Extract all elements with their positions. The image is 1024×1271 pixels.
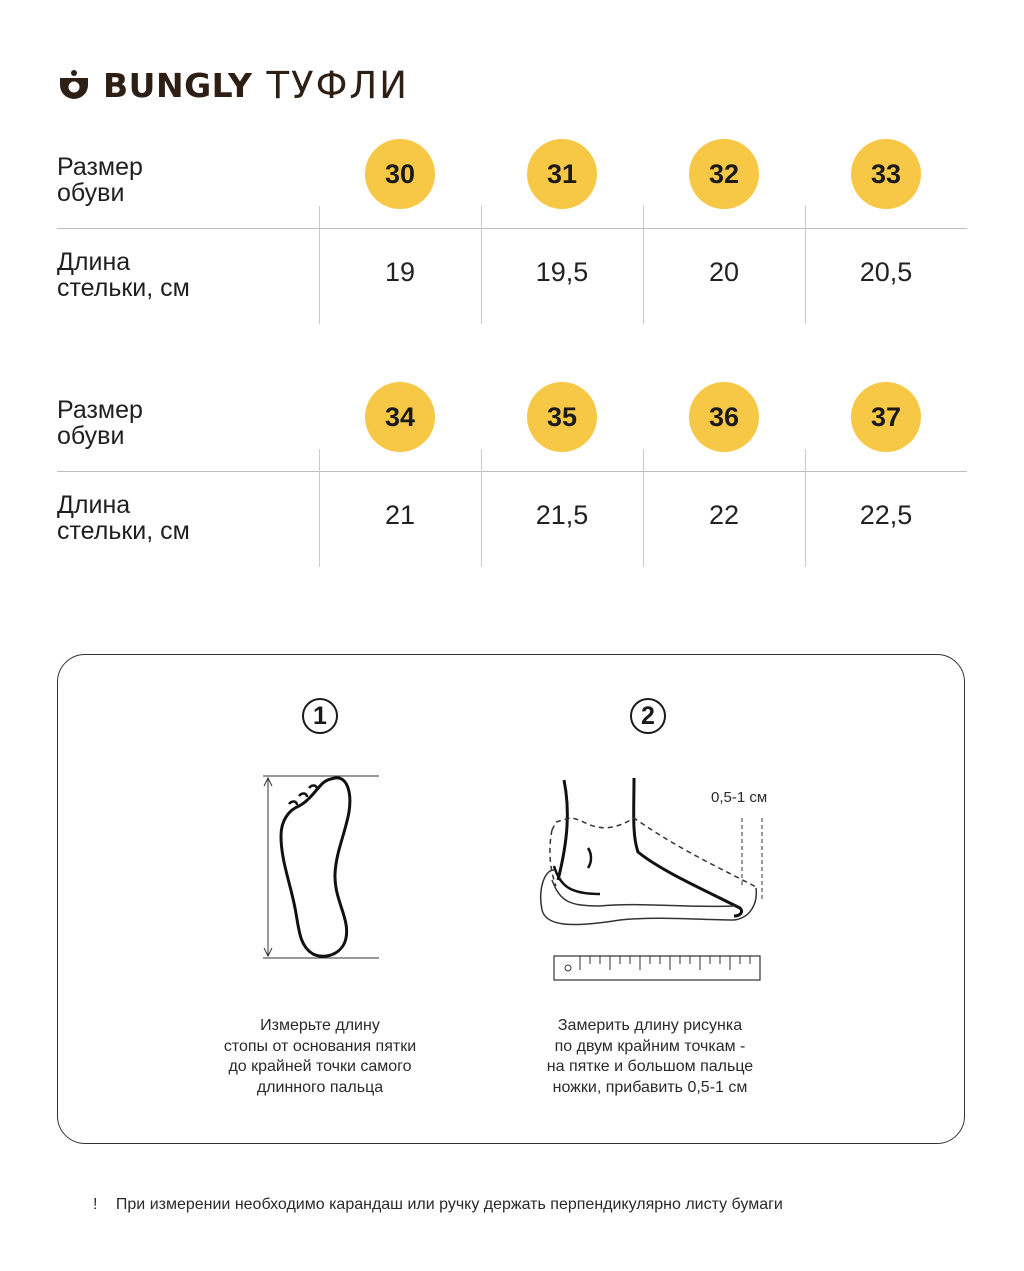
step-1-number: 1 bbox=[302, 698, 338, 734]
ruler-icon bbox=[554, 956, 760, 980]
size-badge: 33 bbox=[851, 139, 921, 209]
shoe-size-label: Размер обуви bbox=[57, 153, 143, 207]
size-badge: 31 bbox=[527, 139, 597, 209]
size-table-2 bbox=[57, 373, 967, 573]
step-2-number: 2 bbox=[630, 698, 666, 734]
header bbox=[57, 62, 409, 108]
insole-length-label: Длина стельки, см bbox=[57, 491, 190, 545]
smile-cup-icon bbox=[57, 68, 91, 102]
size-badge: 36 bbox=[689, 382, 759, 452]
insole-length-value: 20 bbox=[708, 257, 740, 287]
insole-length-value: 19 bbox=[384, 257, 416, 287]
insole-length-value: 20,5 bbox=[859, 257, 913, 287]
shoe-size-label: Размер обуви bbox=[57, 396, 143, 450]
product-category: ТУФЛИ bbox=[266, 63, 409, 107]
size-badge: 35 bbox=[527, 382, 597, 452]
insole-length-value: 19,5 bbox=[535, 257, 589, 287]
insole-length-value: 21 bbox=[384, 500, 416, 530]
size-badge: 37 bbox=[851, 382, 921, 452]
insole-length-value: 22,5 bbox=[859, 500, 913, 530]
size-badge: 32 bbox=[689, 139, 759, 209]
note-text: При измерении необходимо карандаш или ручку держать перпендикулярно листу бумаги bbox=[115, 1196, 783, 1213]
allowance-dimension-label: 0,5-1 см bbox=[711, 789, 768, 806]
size-badge: 34 bbox=[365, 382, 435, 452]
insole-length-value: 21,5 bbox=[535, 500, 589, 530]
measurement-note bbox=[93, 1196, 783, 1214]
size-table-1 bbox=[57, 130, 967, 330]
insole-length-label: Длина стельки, см bbox=[57, 248, 190, 302]
table-divider bbox=[57, 228, 967, 229]
exclamation-mark: ! bbox=[93, 1196, 98, 1213]
insole-length-value: 22 bbox=[708, 500, 740, 530]
size-badge: 30 bbox=[365, 139, 435, 209]
table-divider bbox=[57, 471, 967, 472]
step-2-caption: Замерить длину рисунка по двум крайним точкам - на пятке и большом пальце ножки, прибавить 0,5-1 см bbox=[546, 1017, 754, 1096]
brand-name: BUNGLY bbox=[103, 65, 253, 105]
step-1-caption: Измерьте длину стопы от основания пятки до крайней точки самого длинного пальца bbox=[223, 1017, 417, 1096]
foot-outline-icon bbox=[255, 770, 385, 965]
